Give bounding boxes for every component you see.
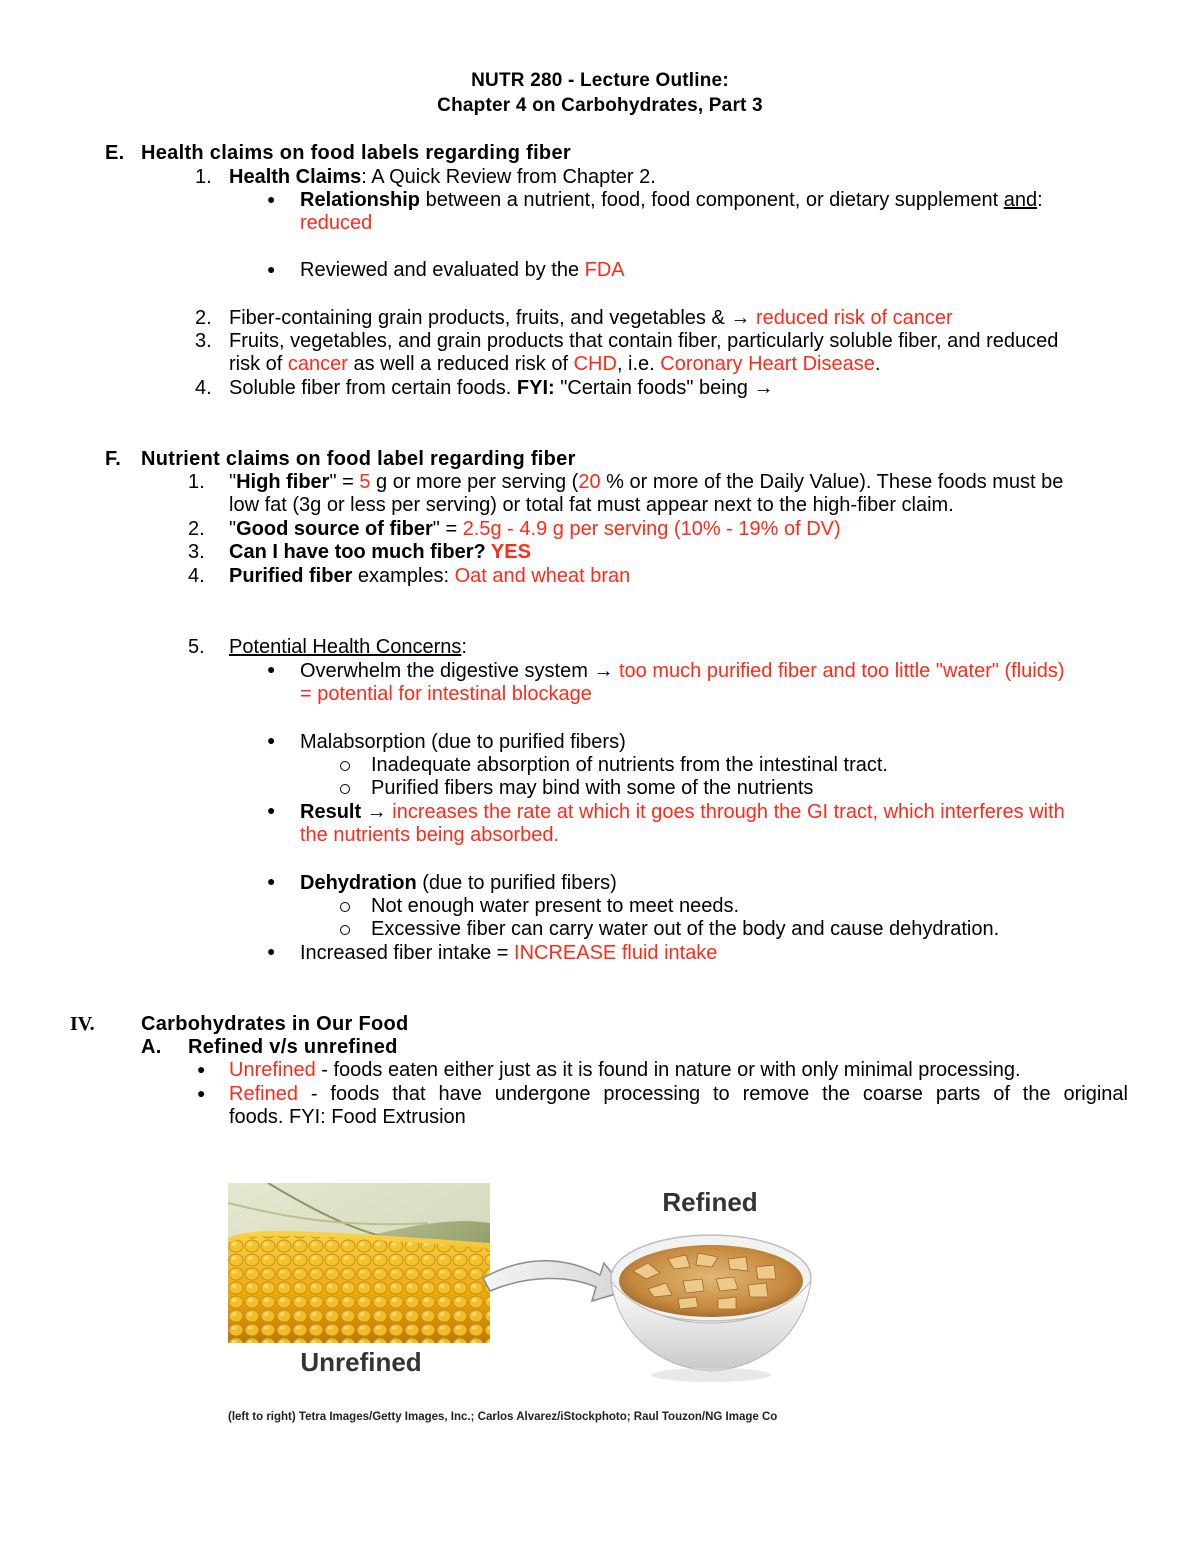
bullet-icon: ● bbox=[197, 1085, 206, 1101]
header-line-1: NUTR 280 - Lecture Outline: bbox=[471, 70, 729, 91]
f-item-5-number: 5. bbox=[188, 636, 205, 658]
f-concern-2: Malabsorption (due to purified fibers) bbox=[300, 731, 626, 753]
e-bullet-1 bbox=[300, 189, 1043, 212]
circle-bullet-icon bbox=[340, 784, 350, 794]
f-item-1-c: % or more of the Daily Value). These foods must be bbox=[600, 471, 1064, 493]
refined-cereal-image bbox=[611, 1235, 811, 1382]
f-item-1-number: 1. bbox=[188, 471, 205, 493]
e-item-1-rest: : A Quick Review from Chapter 2. bbox=[361, 166, 656, 188]
f-item-3-number: 3. bbox=[188, 541, 205, 563]
f-item-1-quote: " bbox=[229, 471, 237, 493]
f-item-2-quote: " bbox=[229, 518, 237, 540]
f-item-1-a: " = bbox=[329, 471, 360, 493]
bullet-icon: ● bbox=[267, 873, 276, 889]
e-item-3-red-1: cancer bbox=[287, 353, 348, 375]
e-item-2 bbox=[229, 307, 953, 330]
f-concern-1-text: Overwhelm the digestive system → bbox=[300, 660, 619, 682]
f-item-1-b: g or more per serving ( bbox=[370, 471, 579, 493]
section-f-marker: F. bbox=[105, 448, 122, 470]
e-bullet-1-text: between a nutrient, food, food component, or dietary supplement bbox=[420, 189, 1004, 211]
iv-bullet-2-line-2: foods. FYI: Food Extrusion bbox=[229, 1106, 466, 1128]
f-concern-5 bbox=[300, 942, 717, 965]
bullet-icon: ● bbox=[197, 1061, 206, 1077]
f-concern-4-text: (due to purified fibers) bbox=[416, 872, 617, 894]
f-concern-5-red: INCREASE fluid intake bbox=[514, 942, 718, 964]
bullet-icon: ● bbox=[267, 943, 276, 959]
unrefined-label: Unrefined bbox=[300, 1347, 422, 1377]
f-concern-4-sub-2: Excessive fiber can carry water out of the body and cause dehydration. bbox=[371, 918, 1000, 940]
f-item-4 bbox=[229, 565, 630, 588]
f-item-5 bbox=[229, 636, 467, 659]
f-item-2-bold: Good source of fiber bbox=[236, 518, 433, 540]
e-item-2-text: Fiber-containing grain products, fruits, and vegetables & → bbox=[229, 307, 756, 329]
iv-bullet-2-red: Refined bbox=[229, 1083, 298, 1105]
f-concern-3-line-2: the nutrients being absorbed. bbox=[300, 824, 560, 846]
f-item-5-colon: : bbox=[461, 636, 467, 658]
section-iv-marker: IV. bbox=[70, 1013, 95, 1035]
bullet-icon: ● bbox=[267, 732, 276, 748]
iv-bullet-2-text: - foods that have undergone processing to remove the coarse parts of the original bbox=[297, 1083, 1128, 1105]
section-iv-title: Carbohydrates in Our Food bbox=[141, 1013, 409, 1035]
f-item-3 bbox=[229, 541, 531, 564]
f-concern-3-arrow: → bbox=[361, 801, 393, 823]
f-item-2-red: 2.5g - 4.9 g per serving (10% - 19% of DV) bbox=[462, 518, 841, 540]
e-bullet-1-red: reduced bbox=[300, 212, 373, 234]
e-item-3-line-2 bbox=[229, 353, 880, 376]
f-item-3-bold: Can I have too much fiber? bbox=[229, 541, 491, 563]
iv-bullet-1-text: - foods eaten either just as it is found in nature or with only minimal processing. bbox=[315, 1059, 1021, 1081]
e-bullet-1-and: and bbox=[1003, 189, 1038, 211]
e-item-3-line-1: Fruits, vegetables, and grain products that contain fiber, particularly soluble fiber, and reduced bbox=[229, 330, 1059, 352]
section-iv-a-title: Refined v/s unrefined bbox=[188, 1036, 398, 1058]
f-item-2-a: " = bbox=[432, 518, 463, 540]
f-concern-3-red-1: increases the rate at which it goes through the GI tract, which interferes with bbox=[392, 801, 1065, 823]
f-concern-4-sub-1: Not enough water present to meet needs. bbox=[371, 895, 740, 917]
e-item-3-b: as well a reduced risk of bbox=[347, 353, 574, 375]
bullet-icon: ● bbox=[267, 191, 276, 207]
e-item-2-red: reduced risk of cancer bbox=[755, 307, 953, 329]
bullet-icon: ● bbox=[267, 261, 276, 277]
section-e-marker: E. bbox=[105, 142, 125, 164]
e-bullet-2-text: Reviewed and evaluated by the bbox=[300, 259, 585, 281]
f-item-4-text: examples: bbox=[352, 565, 455, 587]
f-concern-3-bold: Result bbox=[300, 801, 362, 823]
e-item-2-number: 2. bbox=[195, 307, 212, 329]
e-item-1 bbox=[229, 166, 656, 189]
refined-vs-unrefined-figure bbox=[228, 1183, 848, 1433]
e-bullet-2-red: FDA bbox=[584, 259, 625, 281]
f-item-3-red: YES bbox=[490, 541, 531, 563]
bullet-icon: ● bbox=[267, 802, 276, 818]
e-item-3-red-3: Coronary Heart Disease bbox=[660, 353, 875, 375]
refined-label: Refined bbox=[662, 1187, 758, 1217]
e-bullet-1-bold: Relationship bbox=[300, 189, 421, 211]
f-item-2-number: 2. bbox=[188, 518, 205, 540]
e-bullet-1-colon: : bbox=[1037, 189, 1043, 211]
circle-bullet-icon bbox=[340, 761, 350, 771]
e-item-3-red-2: CHD bbox=[573, 353, 617, 375]
f-item-4-number: 4. bbox=[188, 565, 205, 587]
iv-bullet-2-line-1 bbox=[229, 1083, 1128, 1106]
e-item-3-a: risk of bbox=[229, 353, 288, 375]
f-item-1-line-2: low fat (3g or less per serving) or total fat must appear next to the high-fiber claim. bbox=[229, 494, 954, 516]
f-item-4-bold: Purified fiber bbox=[229, 565, 353, 587]
e-bullet-2 bbox=[300, 259, 625, 282]
f-concern-5-text: Increased fiber intake = bbox=[300, 942, 515, 964]
header-line-2: Chapter 4 on Carbohydrates, Part 3 bbox=[437, 95, 763, 116]
f-concern-4-bold: Dehydration bbox=[300, 872, 417, 894]
f-item-1-bold: High fiber bbox=[236, 471, 330, 493]
f-item-1-red-1: 5 bbox=[359, 471, 371, 493]
e-item-1-number: 1. bbox=[195, 166, 212, 188]
image-credit: (left to right) Tetra Images/Getty Images, Inc.; Carlos Alvarez/iStockphoto; Raul Touzon/NG Image Co bbox=[228, 1411, 778, 1423]
f-concern-1-red-1: too much purified fiber and too little "water" (fluids) bbox=[619, 660, 1065, 682]
iv-bullet-1-red: Unrefined bbox=[229, 1059, 316, 1081]
e-item-1-bold: Health Claims bbox=[229, 166, 362, 188]
f-item-1-line-1 bbox=[229, 471, 1063, 494]
arrow-icon bbox=[483, 1261, 626, 1301]
bullet-icon: ● bbox=[267, 661, 276, 677]
circle-bullet-icon bbox=[340, 902, 350, 912]
f-item-5-underlined: Potential Health Concerns bbox=[229, 636, 462, 658]
e-item-4-bold: FYI: bbox=[516, 377, 555, 399]
f-concern-2-sub-2: Purified fibers may bind with some of the nutrients bbox=[371, 777, 814, 799]
e-item-4-rest: "Certain foods" being → bbox=[554, 377, 774, 399]
section-f-title: Nutrient claims on food label regarding fiber bbox=[141, 448, 576, 470]
f-item-1-red-2: 20 bbox=[578, 471, 601, 493]
e-item-3-d: . bbox=[874, 353, 881, 375]
e-item-3-c: , i.e. bbox=[616, 353, 661, 375]
f-concern-2-sub-1: Inadequate absorption of nutrients from the intestinal tract. bbox=[371, 754, 888, 776]
section-iv-a-marker: A. bbox=[141, 1036, 162, 1058]
f-concern-4 bbox=[300, 872, 617, 895]
f-item-4-red: Oat and wheat bran bbox=[454, 565, 631, 587]
iv-bullet-1 bbox=[229, 1059, 1021, 1082]
e-item-4-number: 4. bbox=[195, 377, 212, 399]
f-concern-1-line-1 bbox=[300, 660, 1065, 683]
section-e-title: Health claims on food labels regarding fiber bbox=[141, 142, 571, 164]
f-concern-1-line-2: = potential for intestinal blockage bbox=[300, 683, 592, 705]
e-item-3-number: 3. bbox=[195, 330, 212, 352]
e-item-4-text: Soluble fiber from certain foods. bbox=[229, 377, 517, 399]
e-item-4 bbox=[229, 377, 773, 400]
f-concern-3-line-1 bbox=[300, 801, 1065, 824]
f-item-2 bbox=[229, 518, 841, 541]
circle-bullet-icon bbox=[340, 925, 350, 935]
